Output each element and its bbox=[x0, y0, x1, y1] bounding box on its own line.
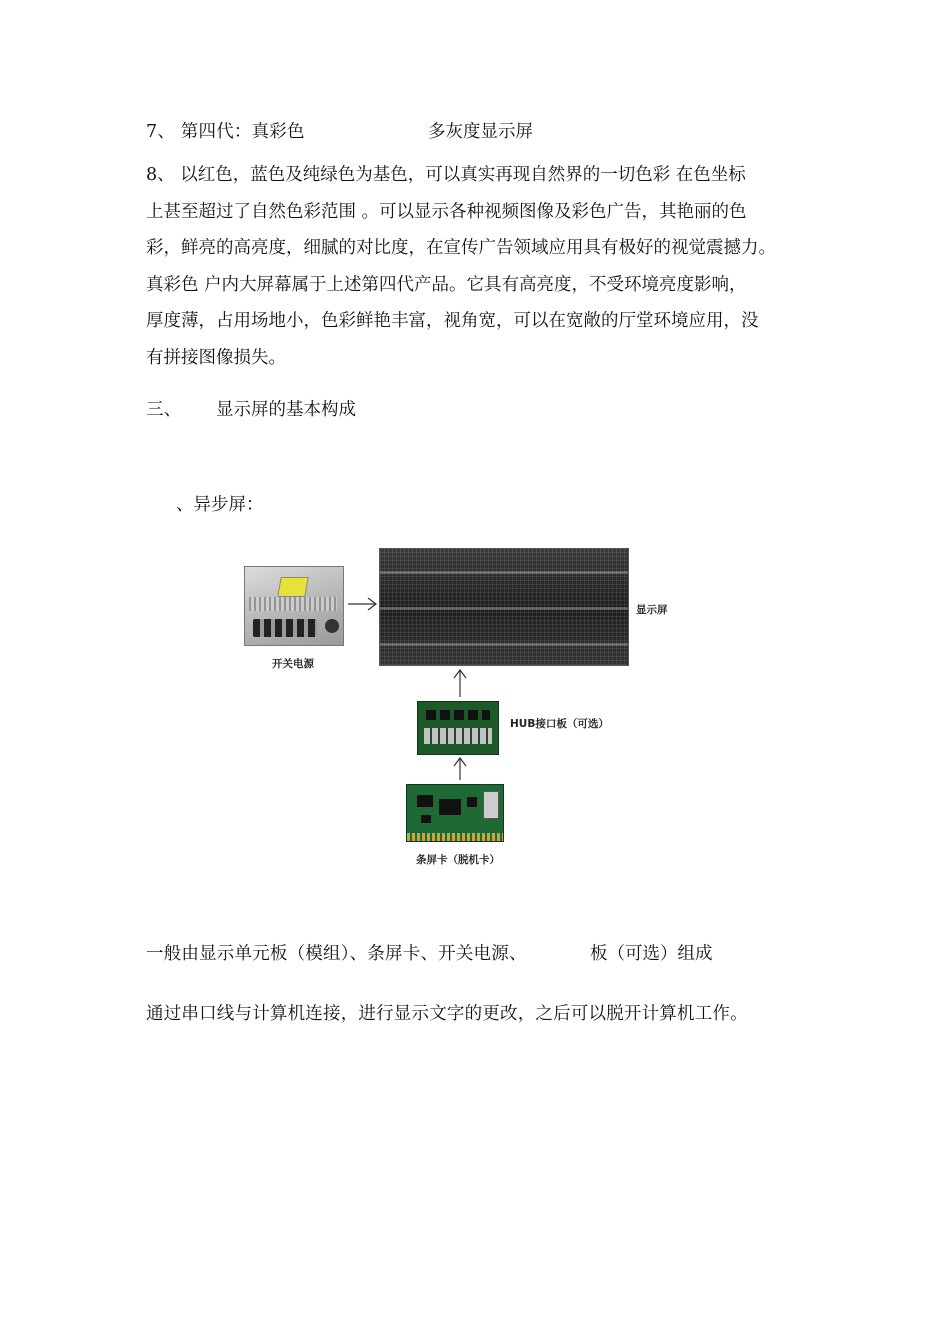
led-screen-image bbox=[379, 548, 629, 666]
composition-text: 一般由显示单元板（模组）、条屏卡、开关电源、 bbox=[146, 944, 527, 964]
item8-line: 8、 以红色，蓝色及纯绿色为基色，可以真实再现自然界的一切色彩 在色坐标 bbox=[146, 165, 746, 185]
item8-line: 彩，鲜亮的高亮度，细腻的对比度，在宣传广告领域应用具有极好的视觉震撼力。 bbox=[146, 238, 776, 258]
controller-card-caption: 条屏卡（脱机卡） bbox=[416, 854, 500, 866]
hub-board-image bbox=[417, 701, 499, 755]
item8-line: 真彩色 户内大屏幕属于上述第四代产品。它具有高亮度，不受环境亮度影响， bbox=[146, 274, 747, 295]
item7-label: 7、 第四代：真彩色 bbox=[146, 122, 305, 142]
item8-line: 上甚至超过了自然色彩范围 。可以显示各种视频图像及彩色广告，其艳丽的色 bbox=[146, 201, 747, 222]
section3-title: 显示屏的基本构成 bbox=[216, 400, 356, 420]
async-screen-label: 、异步屏： bbox=[176, 495, 264, 515]
composition-text-continued: 板（可选）组成 bbox=[590, 944, 713, 964]
power-supply-caption: 开关电源 bbox=[272, 658, 314, 670]
controller-card-image bbox=[406, 784, 504, 842]
screen-caption: 显示屏 bbox=[636, 604, 668, 616]
section3-number: 三、 bbox=[146, 400, 182, 420]
item8-line: 厚度薄，占用场地小，色彩鲜艳丰富，视角宽，可以在宽敞的厅堂环境应用，没 bbox=[146, 311, 759, 331]
hub-board-caption: HUB接口板（可选） bbox=[510, 718, 609, 730]
item7-label-continued: 多灰度显示屏 bbox=[428, 122, 533, 142]
item8-line: 有拼接图像损失。 bbox=[146, 347, 286, 368]
serial-connection-text: 通过串口线与计算机连接，进行显示文字的更改，之后可以脱开计算机工作。 bbox=[146, 1004, 748, 1024]
